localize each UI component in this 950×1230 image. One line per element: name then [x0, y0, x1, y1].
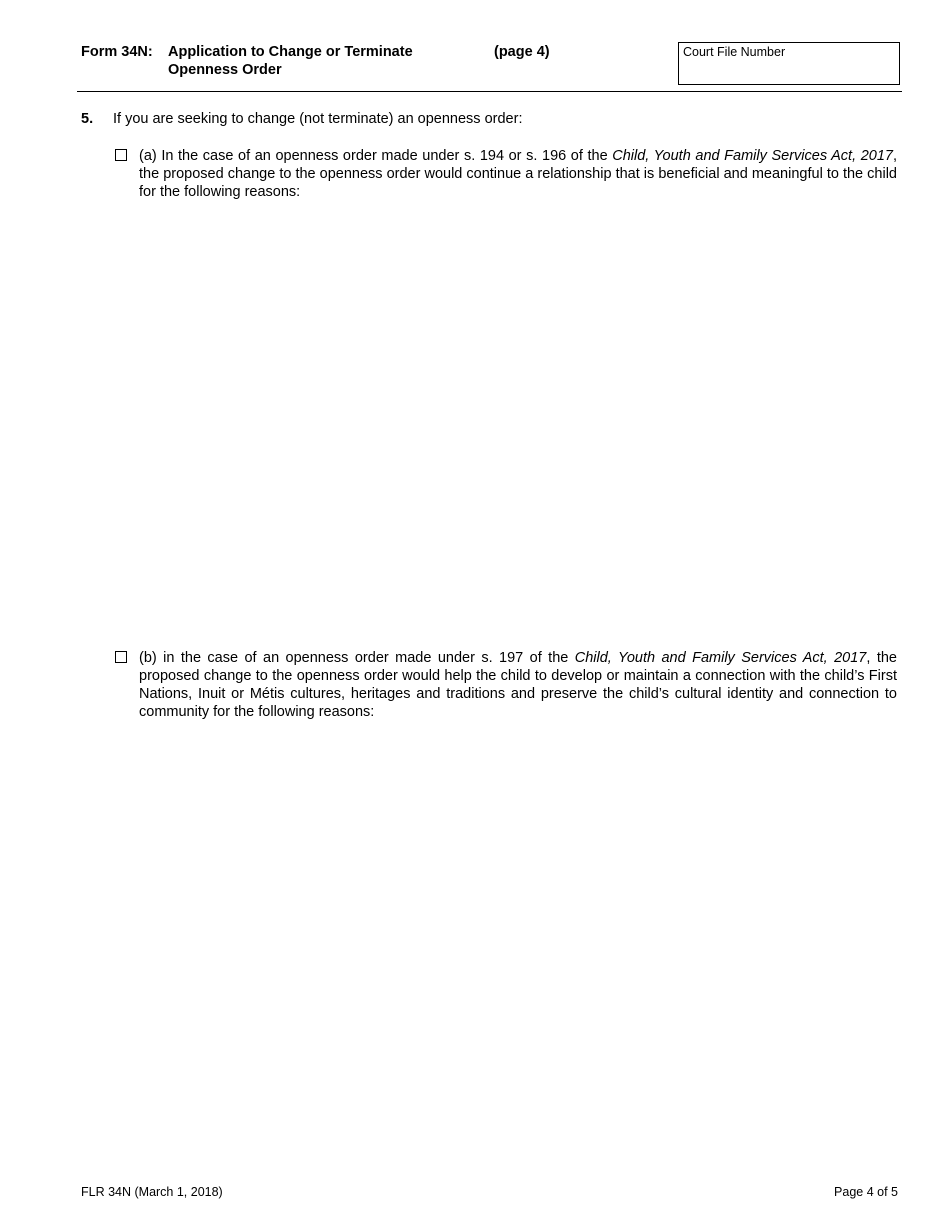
option-a-act-name: Child, Youth and Family Services Act, 2017 [612, 148, 893, 164]
option-b-checkbox[interactable] [115, 651, 127, 663]
court-file-number-label: Court File Number [683, 45, 786, 59]
court-file-number-field[interactable] [678, 42, 900, 85]
footer-form-ref: FLR 34N (March 1, 2018) [81, 1185, 223, 1199]
form-number: Form 34N: [81, 44, 153, 60]
option-a-text [139, 147, 897, 201]
section-number: 5. [81, 111, 94, 127]
option-b-text-after: , the proposed change to the openness order would help the child to develop or maintain a connection with the child’s First Nations, Inuit or Métis cultures, heritages and traditions and preserve the child’s cultural identity and connection to community for the following reasons: [139, 650, 897, 720]
form-title-line1: Application to Change or Terminate [168, 44, 413, 60]
option-b-act-name: Child, Youth and Family Services Act, 2017 [574, 650, 867, 666]
header-divider [77, 91, 902, 92]
option-a-text-before: (a) In the case of an openness order made under s. 194 or s. 196 of the [139, 148, 613, 164]
section-intro: If you are seeking to change (not terminate) an openness order: [113, 111, 523, 127]
option-b-text [139, 649, 897, 721]
form-title-line2: Openness Order [168, 62, 282, 78]
page-label: (page 4) [494, 44, 550, 60]
option-a-text-after: , the proposed change to the openness order would continue a relationship that is beneficial and meaningful to the child for the following reasons: [139, 148, 898, 200]
footer-page-number: Page 4 of 5 [834, 1185, 898, 1199]
option-b-reasons-area[interactable] [139, 730, 897, 1170]
option-b-text-before: (b) in the case of an openness order made under s. 197 of the [139, 650, 575, 666]
option-a-checkbox[interactable] [115, 149, 127, 161]
option-a-reasons-area[interactable] [139, 210, 897, 630]
